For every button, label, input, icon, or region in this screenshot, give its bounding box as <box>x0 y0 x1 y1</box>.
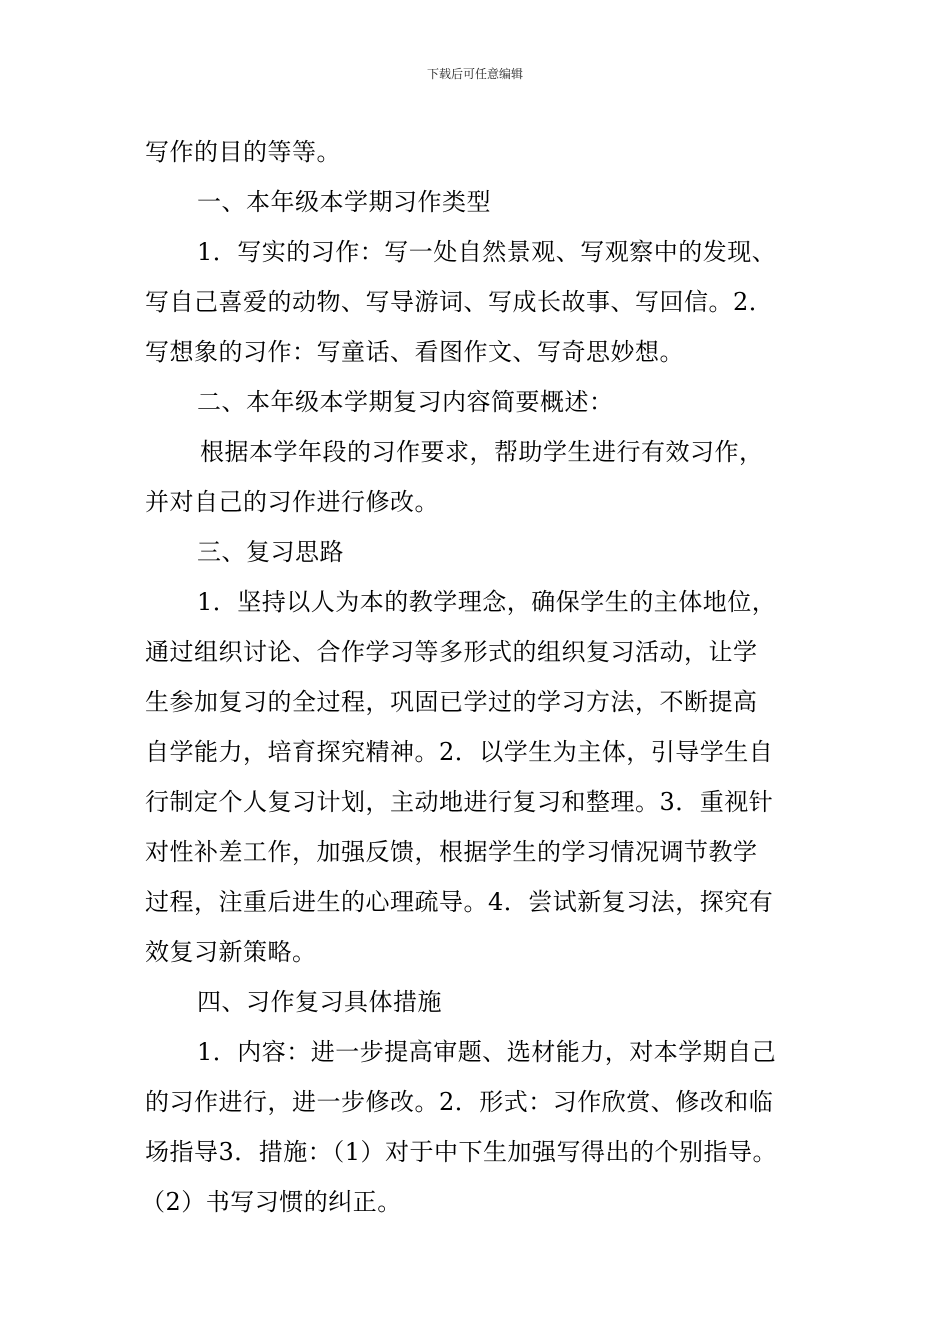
paragraph-line: 1．坚持以人为本的教学理念，确保学生的主体地位， <box>197 588 777 616</box>
section-heading-4: 四、习作复习具体措施 <box>197 988 442 1016</box>
paragraph-line: 对性补差工作，加强反馈，根据学生的学习情况调节教学 <box>145 838 758 866</box>
page-header: 下载后可任意编辑 <box>426 67 523 81</box>
section-heading-2: 二、本年级本学期复习内容简要概述： <box>197 388 614 416</box>
paragraph-line: 根据本学年段的习作要求，帮助学生进行有效习作， <box>200 438 764 466</box>
paragraph-line: 过程，注重后进生的心理疏导。4．尝试新复习法，探究有 <box>145 888 774 916</box>
paragraph-line: 写作的目的等等。 <box>145 138 341 166</box>
section-heading-3: 三、复习思路 <box>197 538 344 566</box>
paragraph-line: 写自己喜爱的动物、写导游词、写成长故事、写回信。2． <box>145 288 774 316</box>
paragraph-line: 写想象的习作：写童话、看图作文、写奇思妙想。 <box>145 338 684 366</box>
paragraph-line: 自学能力，培育探究精神。2．以学生为主体，引导学生自 <box>145 738 774 766</box>
paragraph-line: 的习作进行，进一步修改。2．形式：习作欣赏、修改和临 <box>145 1088 774 1116</box>
paragraph-line: 场指导3．措施：（1）对于中下生加强写得出的个别指导。 <box>145 1138 778 1166</box>
paragraph-line: 效复习新策略。 <box>145 938 317 966</box>
paragraph-line: 通过组织讨论、合作学习等多形式的组织复习活动，让学 <box>145 638 758 666</box>
paragraph-line: 1．内容：进一步提高审题、选材能力，对本学期自己 <box>197 1038 777 1066</box>
paragraph-line: 1．写实的习作：写一处自然景观、写观察中的发现、 <box>197 238 777 266</box>
document-body <box>141 127 825 1227</box>
paragraph-line: 生参加复习的全过程，巩固已学过的学习方法，不断提高 <box>145 688 758 716</box>
paragraph-line: 行制定个人复习计划，主动地进行复习和整理。3．重视针 <box>145 788 774 816</box>
section-heading-1: 一、本年级本学期习作类型 <box>197 188 491 216</box>
paragraph-line: （2）书写习惯的纠正。 <box>141 1188 402 1216</box>
paragraph-line: 并对自己的习作进行修改。 <box>145 488 439 516</box>
